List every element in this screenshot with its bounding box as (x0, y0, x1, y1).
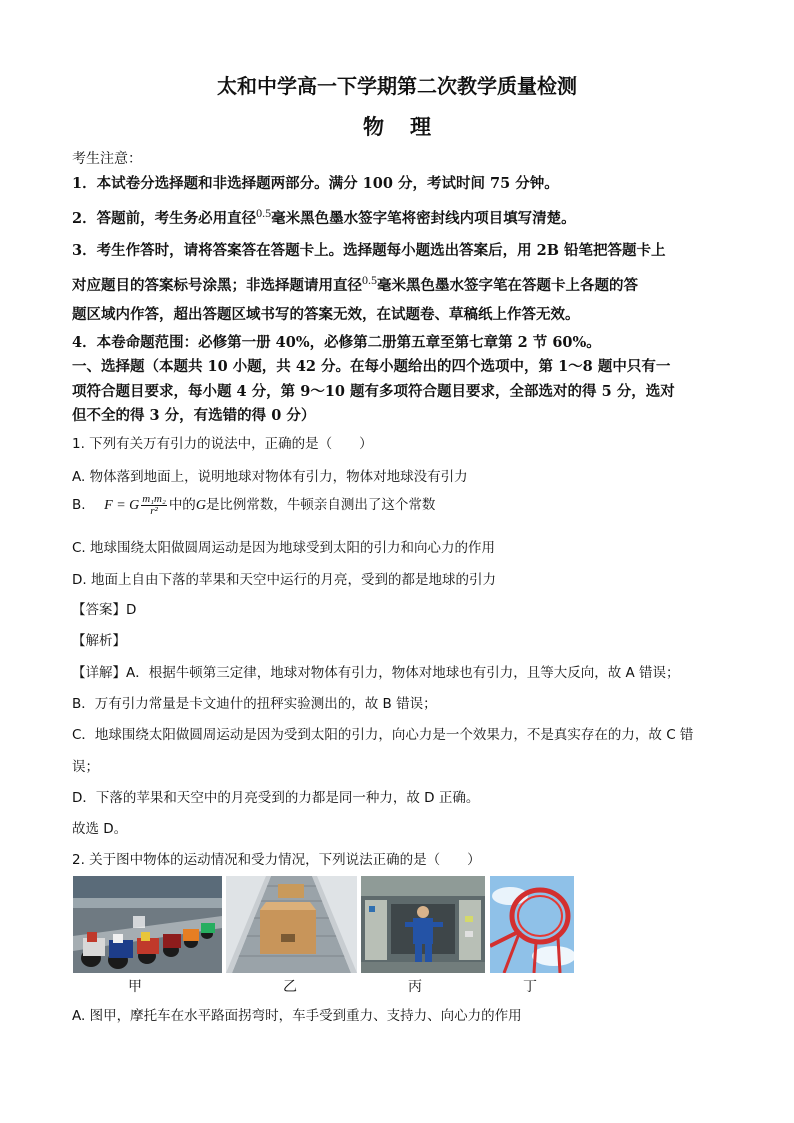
q1-option-b-rest: 是比例常数，牛顿亲自测出了这个常数 (205, 497, 436, 513)
q1-option-b-prefix: B. (72, 497, 86, 513)
note-2-part-a: 2．答题前，考生务必用直径 (72, 209, 257, 227)
q1-stem: 1. 下列有关万有引力的说法中，正确的是（ ） (72, 436, 373, 452)
page-title: 太和中学高一下学期第二次教学质量检测 (217, 74, 577, 98)
detail-c-line-1: C．地球围绕太阳做圆周运动是因为受到太阳的引力，向心力是一个效果力，不是真实存在的力，故 C 错 (72, 727, 694, 743)
conclusion: 故选 D。 (72, 821, 128, 837)
conveyor-box-image (226, 876, 357, 973)
detail-a (72, 661, 680, 681)
note-3-num: 0.5 (362, 273, 377, 287)
note-3-line-2 (72, 273, 638, 295)
q1-answer (72, 598, 136, 618)
subject-char-2: 理 (410, 114, 431, 139)
detail-c-line-2: 误； (72, 759, 99, 775)
note-3-line-3: 题区域内作答，超出答题区域书写的答案无效，在试题卷、草稿纸上作答无效。 (72, 306, 580, 323)
formula-lhs: F = G (104, 498, 140, 513)
note-3-part-a: 对应题目的答案标号涂黑；非选择题请用直径 (72, 276, 362, 294)
note-2-part-b: 毫米黑色墨水签字笔将密封线内项目填写清楚。 (271, 209, 576, 227)
answer-value: D (126, 602, 137, 618)
section-1-line-1: 一、选择题（本题共 10 小题，共 42 分。在每小题给出的四个选项中，第 1～8 题中只有一 (72, 358, 671, 375)
space-station-image (361, 876, 485, 973)
photo-motorcycle-race (73, 876, 222, 973)
caption-ding: 丁 (523, 979, 537, 995)
formula-fraction (141, 494, 167, 517)
q1-option-d: D. 地面上自由下落的苹果和天空中运行的月亮，受到的都是地球的引力 (72, 572, 496, 588)
note-4: 4．本卷命题范围：必修第一册 40%，必修第二册第五章至第七章第 2 节 60%。 (72, 334, 601, 351)
q1-option-b (72, 493, 435, 517)
q2-option-a: A. 图甲，摩托车在水平路面拐弯时，车手受到重力、支持力、向心力的作用 (72, 1008, 522, 1024)
detail-d: D．下落的苹果和天空中的月亮受到的力都是同一种力，故 D 正确。 (72, 790, 480, 806)
answer-tag: 【答案】 (72, 602, 126, 618)
detail-b: B．万有引力常量是卡文迪什的扭秤实验测出的，故 B 错误； (72, 696, 437, 712)
detail-a-text: A．根据牛顿第三定律，地球对物体有引力，物体对地球也有引力，且等大反向，故 A 错误； (126, 665, 680, 681)
q2-stem: 2. 关于图中物体的运动情况和受力情况，下列说法正确的是（ ） (72, 852, 481, 868)
q1-option-b-mid: 中的 (168, 497, 196, 513)
caption-yi: 乙 (283, 979, 297, 995)
q1-option-c: C. 地球围绕太阳做圆周运动是因为地球受到太阳的引力和向心力的作用 (72, 540, 496, 556)
section-1-line-3: 但不全的得 3 分，有选错的得 0 分） (72, 407, 316, 424)
note-2 (72, 206, 576, 228)
notes-heading: 考生注意： (72, 151, 142, 167)
subject-char-1: 物 (363, 114, 384, 139)
formula-g: G (195, 498, 206, 513)
note-1: 1．本试卷分选择题和非选择题两部分。满分 100 分，考试时间 75 分钟。 (72, 175, 559, 192)
detail-tag: 【详解】 (72, 665, 126, 681)
photo-roller-coaster (490, 876, 574, 973)
motorcycle-race-image (73, 876, 222, 973)
roller-coaster-image (490, 876, 574, 973)
formula-numerator: m₁m₂ (142, 492, 166, 505)
note-3-line-1: 3．考生作答时，请将答案答在答题卡上。选择题每小题选出答案后，用 2B 铅笔把答题卡上 (72, 242, 666, 259)
section-1-line-2: 项符合题目要求，每小题 4 分，第 9～10 题有多项符合题目要求，全部选对的得 5 分，选对 (72, 383, 675, 400)
caption-bing: 丙 (408, 979, 422, 995)
note-3-part-b: 毫米黑色墨水签字笔在答题卡上各题的答 (377, 276, 638, 294)
photo-space-station (361, 876, 485, 973)
analysis-tag: 【解析】 (72, 633, 126, 649)
q1-option-a: A. 物体落到地面上，说明地球对物体有引力，物体对地球没有引力 (72, 469, 468, 485)
photo-conveyor-box (226, 876, 357, 973)
subject-title (0, 111, 794, 141)
formula-denominator: r² (150, 504, 158, 517)
caption-jia: 甲 (128, 979, 142, 995)
note-2-num: 0.5 (256, 206, 272, 220)
